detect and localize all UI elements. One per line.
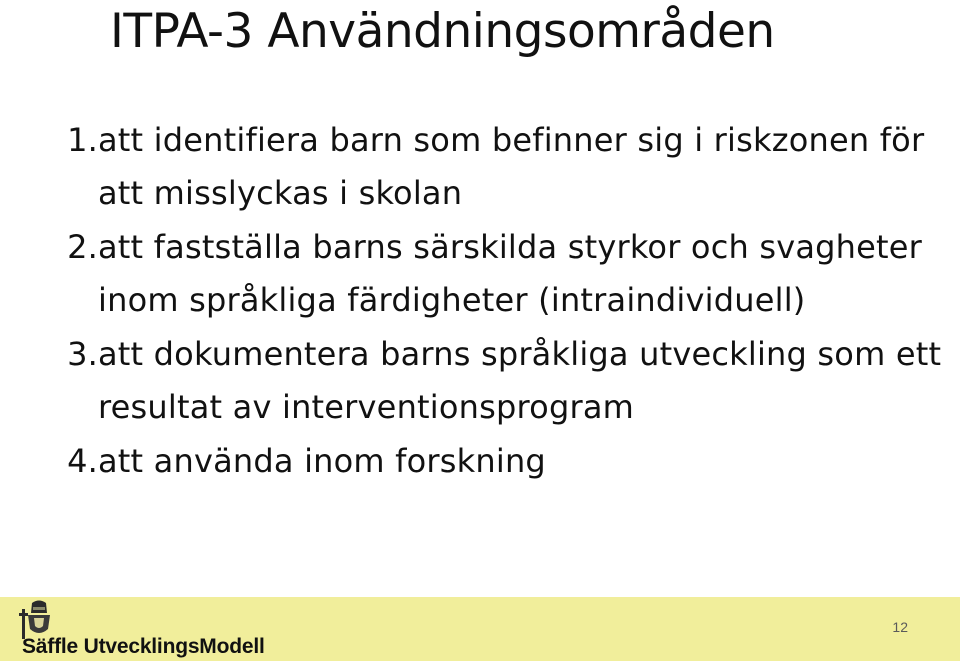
list-item-text: att dokumentera barns språkliga utveckling som ett resultat av interventionsprogram bbox=[98, 335, 942, 426]
list-item bbox=[46, 221, 946, 327]
logo-text: Säffle UtvecklingsModell bbox=[22, 635, 265, 658]
list-item-text: att använda inom forskning bbox=[98, 442, 546, 480]
footer-bar bbox=[0, 597, 960, 661]
page-number: 12 bbox=[892, 619, 908, 635]
list-item-text: att identifiera barn som befinner sig i riskzonen för att misslyckas i skolan bbox=[98, 121, 925, 212]
list-item bbox=[46, 328, 946, 434]
list-item-number: 2. bbox=[67, 228, 98, 266]
slide-title: ITPA-3 Användningsområden bbox=[110, 4, 775, 59]
usage-list bbox=[46, 114, 946, 489]
list-item-number: 3. bbox=[67, 335, 98, 373]
list-item-text: att fastställa barns särskilda styrkor och svagheter inom språkliga färdigheter (intraindividuell) bbox=[98, 228, 923, 319]
list-item-number: 4. bbox=[67, 442, 98, 480]
list-item bbox=[46, 114, 946, 220]
list-item bbox=[46, 435, 946, 488]
list-item-number: 1. bbox=[67, 121, 98, 159]
